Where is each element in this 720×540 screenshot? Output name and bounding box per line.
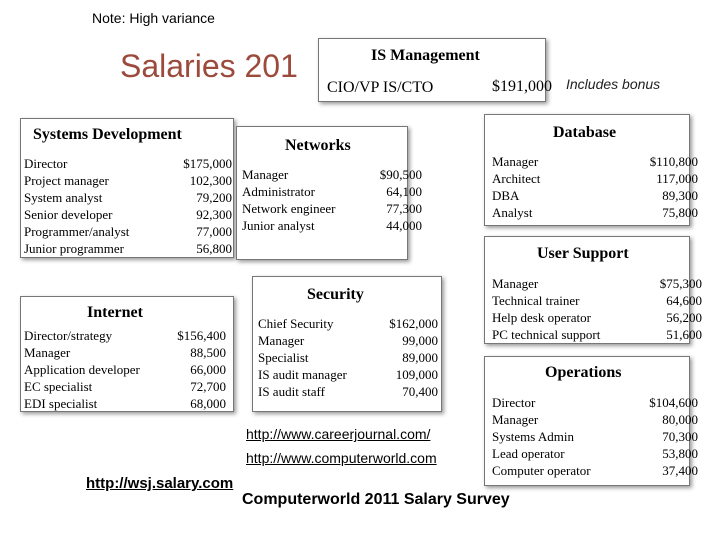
salary-value: 79,200 [196,190,232,205]
salary-value: 37,400 [662,463,698,478]
bonus-note: Includes bonus [566,76,661,92]
database-roles [492,153,540,221]
security-title: Security [307,286,364,303]
salary-value: 77,000 [196,224,232,239]
salary-value: $110,800 [649,154,698,169]
list-item: Help desk operator [492,310,591,325]
list-item: Network engineer [242,201,336,216]
is-management-title: IS Management [371,47,480,64]
internet-salaries [156,327,226,412]
list-item: Architect [492,171,541,186]
list-item: Technical trainer [492,293,580,308]
salary-value: $75,300 [659,276,702,291]
internet-roles [24,327,140,412]
is-management-salary: $191,000 [492,78,552,95]
list-item: Junior programmer [24,241,125,256]
security-salaries [370,315,438,400]
salary-value: 92,300 [196,207,232,222]
page-title: Salaries 201 [120,48,298,84]
list-item: Manager [24,345,71,360]
list-item: Specialist [258,350,309,365]
list-item: Director/strategy [24,328,113,343]
salary-value: $156,400 [177,328,226,343]
salary-value: 72,700 [190,379,226,394]
salary-value: $162,000 [389,316,438,331]
salary-value: 68,000 [190,396,226,411]
salary-value: 70,300 [662,429,698,444]
internet-title: Internet [87,304,143,321]
operations-roles [492,394,591,479]
list-item: Administrator [242,184,315,199]
salary-value: 102,300 [189,173,232,188]
networks-roles [242,166,336,234]
is-management-role: CIO/VP IS/CTO [327,79,434,96]
list-item: EC specialist [24,379,93,394]
list-item: Junior analyst [242,218,315,233]
salary-value: 44,000 [386,218,422,233]
salary-value: 77,300 [386,201,422,216]
list-item: Director [492,395,536,410]
list-item: PC technical support [492,327,601,342]
list-item: IS audit staff [258,384,325,399]
salary-value: 64,600 [666,293,702,308]
list-item: IS audit manager [258,367,347,382]
note-text: Note: High variance [92,10,215,26]
list-item: Systems Admin [492,429,574,444]
salary-value: 109,000 [395,367,438,382]
salary-value: $175,000 [183,156,232,171]
list-item: Manager [242,167,289,182]
networks-salaries [356,166,422,234]
list-item: Application developer [24,362,140,377]
list-item: Lead operator [492,446,565,461]
systems-development-salaries [160,155,232,257]
salary-value: 53,800 [662,446,698,461]
salary-value: 89,300 [662,188,698,203]
list-item: Director [24,156,68,171]
list-item: System analyst [24,190,103,205]
salary-value: 56,200 [666,310,702,325]
salary-value: 64,100 [386,184,422,199]
operations-title: Operations [545,364,622,381]
salary-value: 70,400 [402,384,438,399]
careerjournal-link[interactable]: http://www.careerjournal.com/ [246,426,431,442]
security-roles [258,315,347,400]
salary-value: 117,000 [656,171,698,186]
systems-development-roles [24,155,129,257]
computerworld-link[interactable]: http://www.computerworld.com [246,450,437,466]
database-salaries [624,153,698,221]
networks-title: Networks [285,137,351,154]
salary-value: 80,000 [662,412,698,427]
salary-value: 66,000 [190,362,226,377]
list-item: Manager [492,276,539,291]
list-item: Programmer/analyst [24,224,130,239]
wsj-salary-link[interactable]: http://wsj.salary.com [86,475,234,492]
list-item: Manager [258,333,305,348]
list-item: DBA [492,188,520,203]
database-title: Database [553,124,617,141]
list-item: Computer operator [492,463,591,478]
list-item: Project manager [24,173,109,188]
salary-value: 75,800 [662,205,698,220]
list-item: EDI specialist [24,396,98,411]
survey-source: Computerworld 2011 Salary Survey [242,491,510,508]
list-item: Senior developer [24,207,113,222]
list-item: Manager [492,412,539,427]
user-support-title: User Support [537,245,629,262]
list-item: Analyst [492,205,533,220]
list-item: Manager [492,154,539,169]
salary-value: $104,600 [649,395,698,410]
salary-value: 99,000 [402,333,438,348]
salary-value: 51,600 [666,327,702,342]
salary-value: 56,800 [196,241,232,256]
list-item: Chief Security [258,316,334,331]
systems-development-title: Systems Development [33,126,182,143]
salary-value: 88,500 [190,345,226,360]
user-support-salaries [634,275,702,343]
operations-salaries [626,394,698,479]
user-support-roles [492,275,600,343]
salary-value: 89,000 [402,350,438,365]
salary-value: $90,500 [379,167,422,182]
